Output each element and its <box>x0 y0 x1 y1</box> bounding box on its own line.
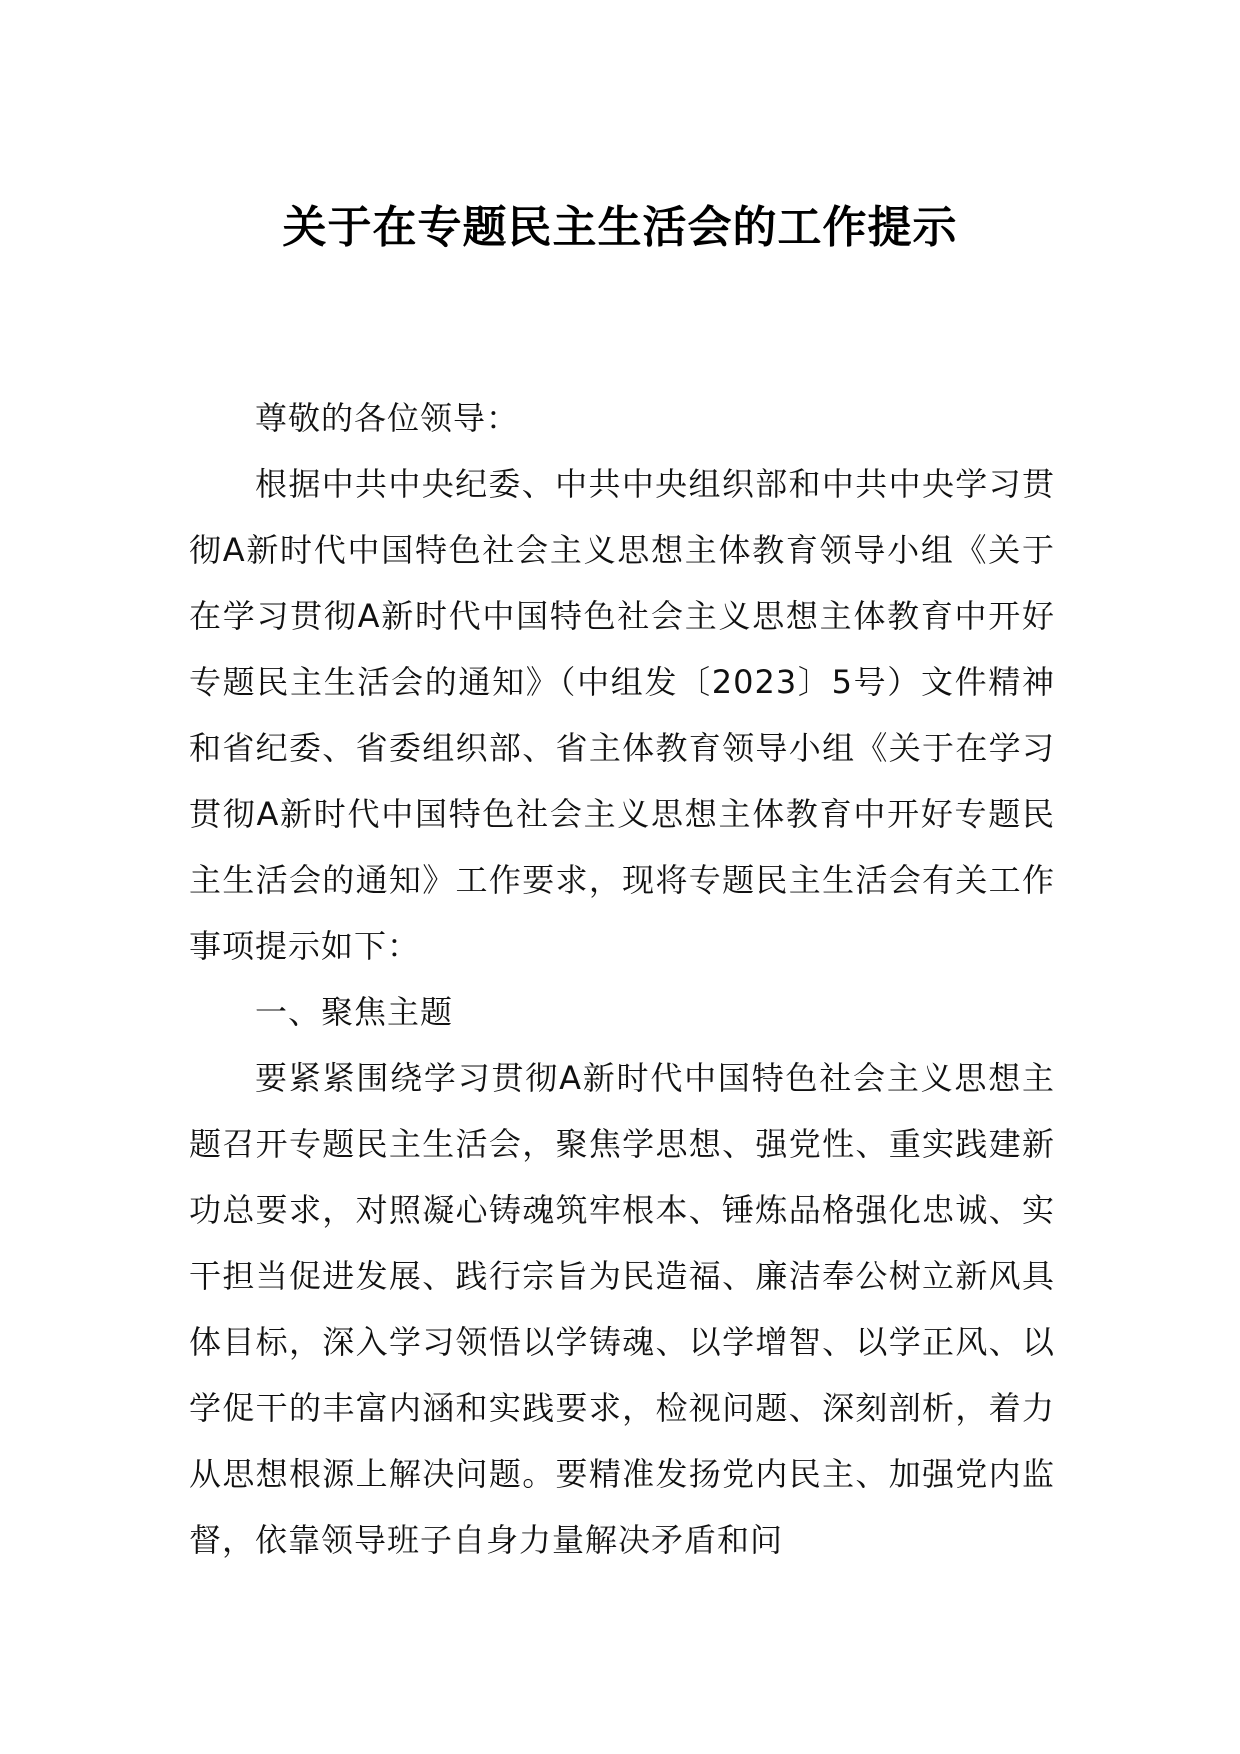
section-heading-1: 一、聚焦主题 <box>255 993 454 1031</box>
paragraph-section-1: 要紧紧围绕学习贯彻A新时代中国特色社会主义思想主题召开专题民主生活会，聚焦学思想、强党性、重实践建新功总要求，对照凝心铸魂筑牢根本、锤炼品格强化忠诚、实干担当促进发展、践行宗旨为民造福、廉洁奉公树立新风具体目标，深入学习领悟以学铸魂、以学增智、以学正风、以学促干的丰富内涵和实践要求，检视问题、深刻剖析，着力从思想根源上解决问题。要精准发扬党内民主、加强党内监督，依靠领导班子自身力量解决矛盾和问 <box>189 1059 1055 1559</box>
salutation: 尊敬的各位领导： <box>255 399 520 437</box>
document-title: 关于在专题民主生活会的工作提示 <box>282 202 958 253</box>
paragraph-intro: 根据中共中央纪委、中共中央组织部和中共中央学习贯彻A新时代中国特色社会主义思想主体教育领导小组《关于在学习贯彻A新时代中国特色社会主义思想主体教育中开好专题民主生活会的通知》（中组发〔2023〕5号）文件精神和省纪委、省委组织部、省主体教育领导小组《关于在学习贯彻A新时代中国特色社会主义思想主体教育中开好专题民主生活会的通知》工作要求，现将专题民主生活会有关工作事项提示如下： <box>189 465 1055 965</box>
document-body <box>189 385 1055 1573</box>
